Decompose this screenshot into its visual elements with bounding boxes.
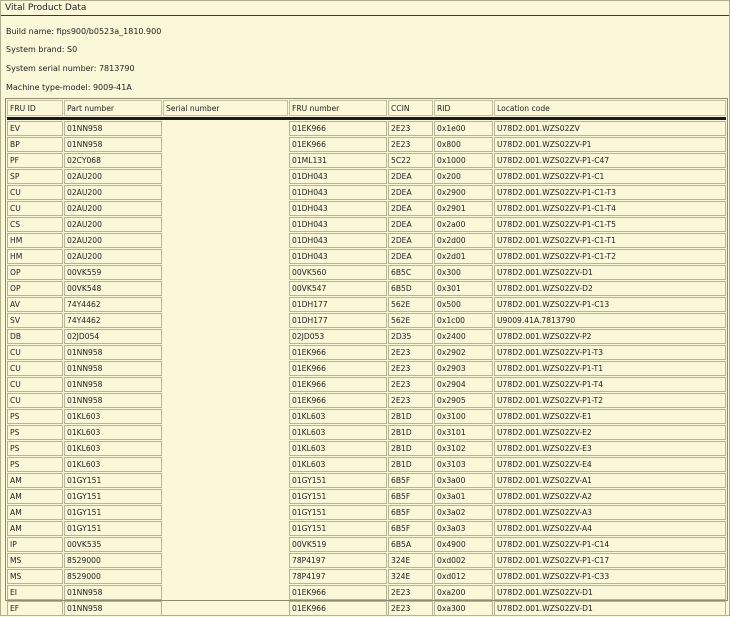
serial-number-cell (163, 425, 288, 440)
vpd-table (6, 99, 727, 617)
serial-number-cell (163, 569, 288, 584)
serial-number-cell (163, 169, 288, 184)
rid-cell: 0x2d01 (434, 249, 493, 264)
part-number-cell: 02AU200 (64, 185, 162, 200)
rid-cell: 0x2904 (434, 377, 493, 392)
fru-number-cell: 01EK966 (289, 601, 387, 616)
location-code-cell: U78D2.001.WZS02ZV-P1-C1-T2 (494, 249, 726, 264)
ccin-cell: 6B5F (388, 521, 433, 536)
serial-number-cell (163, 585, 288, 600)
location-code-cell: U78D2.001.WZS02ZV-P1-C1-T5 (494, 217, 726, 232)
rid-cell: 0x800 (434, 137, 493, 152)
fru-number-cell: 01ML131 (289, 153, 387, 168)
rid-cell: 0x1c00 (434, 313, 493, 328)
fru-id-cell: SP (7, 169, 63, 184)
fru-id-cell: AV (7, 297, 63, 312)
fru-number-cell: 01EK966 (289, 137, 387, 152)
fru-id-cell: CU (7, 393, 63, 408)
fru-id-cell: PF (7, 153, 63, 168)
ccin-cell: 2D35 (388, 329, 433, 344)
fru-number-cell: 01GY151 (289, 505, 387, 520)
fru-id-cell: CU (7, 377, 63, 392)
fru-number-cell: 00VK547 (289, 281, 387, 296)
table-row[interactable] (7, 201, 726, 216)
location-code-cell: U78D2.001.WZS02ZV-D1 (494, 601, 726, 616)
part-number-cell: 00VK535 (64, 537, 162, 552)
fru-id-cell: CS (7, 217, 63, 232)
location-code-cell: U9009.41A.7813790 (494, 313, 726, 328)
location-code-cell: U78D2.001.WZS02ZV-E4 (494, 457, 726, 472)
part-number-cell: 02CY068 (64, 153, 162, 168)
fru-id-cell: MS (7, 569, 63, 584)
serial-number-cell (163, 441, 288, 456)
table-row[interactable] (7, 361, 726, 376)
location-code-cell: U78D2.001.WZS02ZV-P1-T3 (494, 345, 726, 360)
part-number-cell: 01KL603 (64, 457, 162, 472)
table-row[interactable] (7, 521, 726, 536)
part-number-cell: 74Y4462 (64, 313, 162, 328)
part-number-cell: 01KL603 (64, 409, 162, 424)
fru-number-cell: 01DH043 (289, 249, 387, 264)
rid-cell: 0xd012 (434, 569, 493, 584)
system-serial-number: System serial number: 7813790 (6, 64, 135, 73)
fru-id-cell: AM (7, 473, 63, 488)
fru-id-cell: PS (7, 457, 63, 472)
fru-id-cell: CU (7, 201, 63, 216)
table-row[interactable] (7, 137, 726, 152)
fru-id-cell: BP (7, 137, 63, 152)
table-row[interactable] (7, 441, 726, 456)
rid-cell: 0x2901 (434, 201, 493, 216)
col-header-fru-number[interactable]: FRU number (289, 100, 387, 116)
rid-cell: 0x2902 (434, 345, 493, 360)
rid-cell: 0x2a00 (434, 217, 493, 232)
location-code-cell: U78D2.001.WZS02ZV-P1 (494, 137, 726, 152)
location-code-cell: U78D2.001.WZS02ZV-P1-C1-T3 (494, 185, 726, 200)
table-row[interactable] (7, 265, 726, 280)
header-divider (7, 117, 726, 120)
table-row[interactable] (7, 297, 726, 312)
fru-id-cell: OP (7, 265, 63, 280)
col-header-part-number[interactable]: Part number (64, 100, 162, 116)
table-row[interactable] (7, 121, 726, 136)
col-header-serial-number[interactable]: Serial number (163, 100, 288, 116)
rid-cell: 0x301 (434, 281, 493, 296)
fru-number-cell: 01DH043 (289, 217, 387, 232)
location-code-cell: U78D2.001.WZS02ZV-P1-C1-T1 (494, 233, 726, 248)
table-row[interactable] (7, 425, 726, 440)
serial-number-cell (163, 457, 288, 472)
rid-cell: 0xa200 (434, 585, 493, 600)
rid-cell: 0x2400 (434, 329, 493, 344)
fru-number-cell: 01EK966 (289, 377, 387, 392)
location-code-cell: U78D2.001.WZS02ZV-A3 (494, 505, 726, 520)
rid-cell: 0x1000 (434, 153, 493, 168)
location-code-cell: U78D2.001.WZS02ZV-P1-T4 (494, 377, 726, 392)
table-row[interactable] (7, 313, 726, 328)
fru-id-cell: DB (7, 329, 63, 344)
ccin-cell: 562E (388, 313, 433, 328)
fru-number-cell: 01KL603 (289, 457, 387, 472)
fru-id-cell: SV (7, 313, 63, 328)
part-number-cell: 01NN958 (64, 137, 162, 152)
part-number-cell: 01NN958 (64, 393, 162, 408)
location-code-cell: U78D2.001.WZS02ZV-P1-C17 (494, 553, 726, 568)
ccin-cell: 6B5A (388, 537, 433, 552)
location-code-cell: U78D2.001.WZS02ZV-D1 (494, 585, 726, 600)
rid-cell: 0x3102 (434, 441, 493, 456)
fru-id-cell: PS (7, 425, 63, 440)
serial-number-cell (163, 489, 288, 504)
ccin-cell: 2DEA (388, 201, 433, 216)
part-number-cell: 02AU200 (64, 217, 162, 232)
rid-cell: 0xd002 (434, 553, 493, 568)
location-code-cell: U78D2.001.WZS02ZV-D1 (494, 265, 726, 280)
ccin-cell: 2E23 (388, 121, 433, 136)
location-code-cell: U78D2.001.WZS02ZV-P1-T2 (494, 393, 726, 408)
fru-id-cell: AM (7, 505, 63, 520)
fru-number-cell: 01KL603 (289, 409, 387, 424)
serial-number-cell (163, 345, 288, 360)
table-row[interactable] (7, 169, 726, 184)
rid-cell: 0x200 (434, 169, 493, 184)
serial-number-cell (163, 601, 288, 616)
rid-cell: 0x3101 (434, 425, 493, 440)
fru-number-cell: 01GY151 (289, 473, 387, 488)
fru-id-cell: CU (7, 345, 63, 360)
col-header-fru-id[interactable]: FRU ID (7, 100, 63, 116)
part-number-cell: 00VK559 (64, 265, 162, 280)
part-number-cell: 01KL603 (64, 441, 162, 456)
part-number-cell: 01GY151 (64, 505, 162, 520)
table-row[interactable] (7, 185, 726, 200)
fru-id-cell: OP (7, 281, 63, 296)
fru-id-cell: CU (7, 185, 63, 200)
location-code-cell: U78D2.001.WZS02ZV-P2 (494, 329, 726, 344)
col-header-location-code[interactable]: Location code (494, 100, 726, 116)
serial-number-cell (163, 249, 288, 264)
location-code-cell: U78D2.001.WZS02ZV-P1-C14 (494, 537, 726, 552)
fru-id-cell: IP (7, 537, 63, 552)
ccin-cell: 2DEA (388, 249, 433, 264)
fru-id-cell: PS (7, 441, 63, 456)
rid-cell: 0x2903 (434, 361, 493, 376)
table-row[interactable] (7, 569, 726, 584)
rid-cell: 0x2900 (434, 185, 493, 200)
fru-number-cell: 01GY151 (289, 489, 387, 504)
location-code-cell: U78D2.001.WZS02ZV (494, 121, 726, 136)
rid-cell: 0x3a02 (434, 505, 493, 520)
serial-number-cell (163, 233, 288, 248)
rid-cell: 0x3a03 (434, 521, 493, 536)
system-brand: System brand: S0 (6, 45, 78, 54)
ccin-cell: 6B5D (388, 281, 433, 296)
fru-id-cell: PS (7, 409, 63, 424)
rid-cell: 0x4900 (434, 537, 493, 552)
fru-number-cell: 01EK966 (289, 121, 387, 136)
serial-number-cell (163, 361, 288, 376)
location-code-cell: U78D2.001.WZS02ZV-P1-C1-T4 (494, 201, 726, 216)
ccin-cell: 2DEA (388, 217, 433, 232)
ccin-cell: 6B5C (388, 265, 433, 280)
table-body (7, 121, 726, 616)
part-number-cell: 00VK548 (64, 281, 162, 296)
location-code-cell: U78D2.001.WZS02ZV-P1-C47 (494, 153, 726, 168)
table-row[interactable] (7, 249, 726, 264)
part-number-cell: 01NN958 (64, 361, 162, 376)
part-number-cell: 02AU200 (64, 169, 162, 184)
serial-number-cell (163, 265, 288, 280)
table-row[interactable] (7, 457, 726, 472)
fru-number-cell: 01KL603 (289, 425, 387, 440)
ccin-cell: 2B1D (388, 441, 433, 456)
table-row[interactable] (7, 377, 726, 392)
part-number-cell: 01NN958 (64, 121, 162, 136)
part-number-cell: 01NN958 (64, 377, 162, 392)
table-row[interactable] (7, 473, 726, 488)
rid-cell: 0x3100 (434, 409, 493, 424)
serial-number-cell (163, 409, 288, 424)
ccin-cell: 2E23 (388, 345, 433, 360)
ccin-cell: 6B5F (388, 473, 433, 488)
serial-number-cell (163, 281, 288, 296)
ccin-cell: 6B5F (388, 489, 433, 504)
part-number-cell: 74Y4462 (64, 297, 162, 312)
fru-number-cell: 01EK966 (289, 585, 387, 600)
fru-id-cell: CU (7, 361, 63, 376)
fru-number-cell: 00VK560 (289, 265, 387, 280)
ccin-cell: 2E23 (388, 377, 433, 392)
serial-number-cell (163, 121, 288, 136)
ccin-cell: 2E23 (388, 585, 433, 600)
col-header-rid[interactable]: RID (434, 100, 493, 116)
serial-number-cell (163, 185, 288, 200)
panel-title: Vital Product Data (1, 1, 729, 16)
table-row[interactable] (7, 345, 726, 360)
build-name: Build name: fips900/b0523a_1810.900 (6, 27, 162, 36)
fru-number-cell: 01KL603 (289, 441, 387, 456)
fru-number-cell: 01DH043 (289, 233, 387, 248)
serial-number-cell (163, 297, 288, 312)
fru-id-cell: EF (7, 601, 63, 616)
fru-number-cell: 01EK966 (289, 393, 387, 408)
serial-number-cell (163, 537, 288, 552)
serial-number-cell (163, 217, 288, 232)
fru-id-cell: MS (7, 553, 63, 568)
location-code-cell: U78D2.001.WZS02ZV-E2 (494, 425, 726, 440)
serial-number-cell (163, 201, 288, 216)
fru-id-cell: AM (7, 521, 63, 536)
location-code-cell: U78D2.001.WZS02ZV-P1-C13 (494, 297, 726, 312)
ccin-cell: 2DEA (388, 185, 433, 200)
ccin-cell: 2B1D (388, 409, 433, 424)
table-row[interactable] (7, 217, 726, 232)
fru-number-cell: 02JD053 (289, 329, 387, 344)
part-number-cell: 01GY151 (64, 521, 162, 536)
location-code-cell: U78D2.001.WZS02ZV-A1 (494, 473, 726, 488)
serial-number-cell (163, 153, 288, 168)
table-header-row (7, 100, 726, 116)
fru-number-cell: 01DH177 (289, 313, 387, 328)
location-code-cell: U78D2.001.WZS02ZV-E3 (494, 441, 726, 456)
serial-number-cell (163, 329, 288, 344)
part-number-cell: 02JD054 (64, 329, 162, 344)
rid-cell: 0x3a00 (434, 473, 493, 488)
fru-id-cell: EV (7, 121, 63, 136)
fru-number-cell: 78P4197 (289, 553, 387, 568)
table-row[interactable] (7, 281, 726, 296)
table-row[interactable] (7, 537, 726, 552)
serial-number-cell (163, 393, 288, 408)
table-row[interactable] (7, 601, 726, 616)
rid-cell: 0x2905 (434, 393, 493, 408)
serial-number-cell (163, 505, 288, 520)
location-code-cell: U78D2.001.WZS02ZV-P1-C1 (494, 169, 726, 184)
fru-number-cell: 01DH043 (289, 169, 387, 184)
serial-number-cell (163, 473, 288, 488)
fru-id-cell: HM (7, 233, 63, 248)
table-row[interactable] (7, 153, 726, 168)
table-row[interactable] (7, 393, 726, 408)
fru-number-cell: 01EK966 (289, 345, 387, 360)
ccin-cell: 2E23 (388, 601, 433, 616)
ccin-cell: 2E23 (388, 393, 433, 408)
table-row[interactable] (7, 409, 726, 424)
ccin-cell: 562E (388, 297, 433, 312)
part-number-cell: 01NN958 (64, 601, 162, 616)
part-number-cell: 02AU200 (64, 249, 162, 264)
rid-cell: 0x300 (434, 265, 493, 280)
rid-cell: 0x3103 (434, 457, 493, 472)
machine-type-model: Machine type-model: 9009-41A (6, 83, 132, 92)
rid-cell: 0x3a01 (434, 489, 493, 504)
ccin-cell: 2E23 (388, 137, 433, 152)
fru-number-cell: 01DH043 (289, 201, 387, 216)
fru-number-cell: 01DH043 (289, 185, 387, 200)
fru-id-cell: HM (7, 249, 63, 264)
vpd-table-container (5, 98, 728, 613)
fru-number-cell: 01GY151 (289, 521, 387, 536)
rid-cell: 0x500 (434, 297, 493, 312)
serial-number-cell (163, 521, 288, 536)
fru-number-cell: 01EK966 (289, 361, 387, 376)
location-code-cell: U78D2.001.WZS02ZV-D2 (494, 281, 726, 296)
location-code-cell: U78D2.001.WZS02ZV-A2 (494, 489, 726, 504)
table-row[interactable] (7, 585, 726, 600)
table-row[interactable] (7, 553, 726, 568)
ccin-cell: 6B5F (388, 505, 433, 520)
rid-cell: 0x1e00 (434, 121, 493, 136)
part-number-cell: 01NN958 (64, 345, 162, 360)
ccin-cell: 5C22 (388, 153, 433, 168)
ccin-cell: 2E23 (388, 361, 433, 376)
ccin-cell: 324E (388, 553, 433, 568)
location-code-cell: U78D2.001.WZS02ZV-P1-C33 (494, 569, 726, 584)
serial-number-cell (163, 377, 288, 392)
part-number-cell: 8529000 (64, 569, 162, 584)
part-number-cell: 02AU200 (64, 201, 162, 216)
table-row[interactable] (7, 489, 726, 504)
ccin-cell: 2B1D (388, 457, 433, 472)
ccin-cell: 2B1D (388, 425, 433, 440)
rid-cell: 0xa300 (434, 601, 493, 616)
fru-number-cell: 01DH177 (289, 297, 387, 312)
serial-number-cell (163, 137, 288, 152)
table-row[interactable] (7, 505, 726, 520)
part-number-cell: 01NN958 (64, 585, 162, 600)
part-number-cell: 01KL603 (64, 425, 162, 440)
location-code-cell: U78D2.001.WZS02ZV-A4 (494, 521, 726, 536)
part-number-cell: 01GY151 (64, 489, 162, 504)
serial-number-cell (163, 553, 288, 568)
location-code-cell: U78D2.001.WZS02ZV-P1-T1 (494, 361, 726, 376)
part-number-cell: 8529000 (64, 553, 162, 568)
part-number-cell: 01GY151 (64, 473, 162, 488)
table-row[interactable] (7, 233, 726, 248)
rid-cell: 0x2d00 (434, 233, 493, 248)
fru-number-cell: 78P4197 (289, 569, 387, 584)
part-number-cell: 02AU200 (64, 233, 162, 248)
ccin-cell: 2DEA (388, 169, 433, 184)
col-header-ccin[interactable]: CCIN (388, 100, 433, 116)
serial-number-cell (163, 313, 288, 328)
ccin-cell: 324E (388, 569, 433, 584)
location-code-cell: U78D2.001.WZS02ZV-E1 (494, 409, 726, 424)
fru-id-cell: AM (7, 489, 63, 504)
fru-number-cell: 00VK519 (289, 537, 387, 552)
table-row[interactable] (7, 329, 726, 344)
fru-id-cell: EI (7, 585, 63, 600)
ccin-cell: 2DEA (388, 233, 433, 248)
